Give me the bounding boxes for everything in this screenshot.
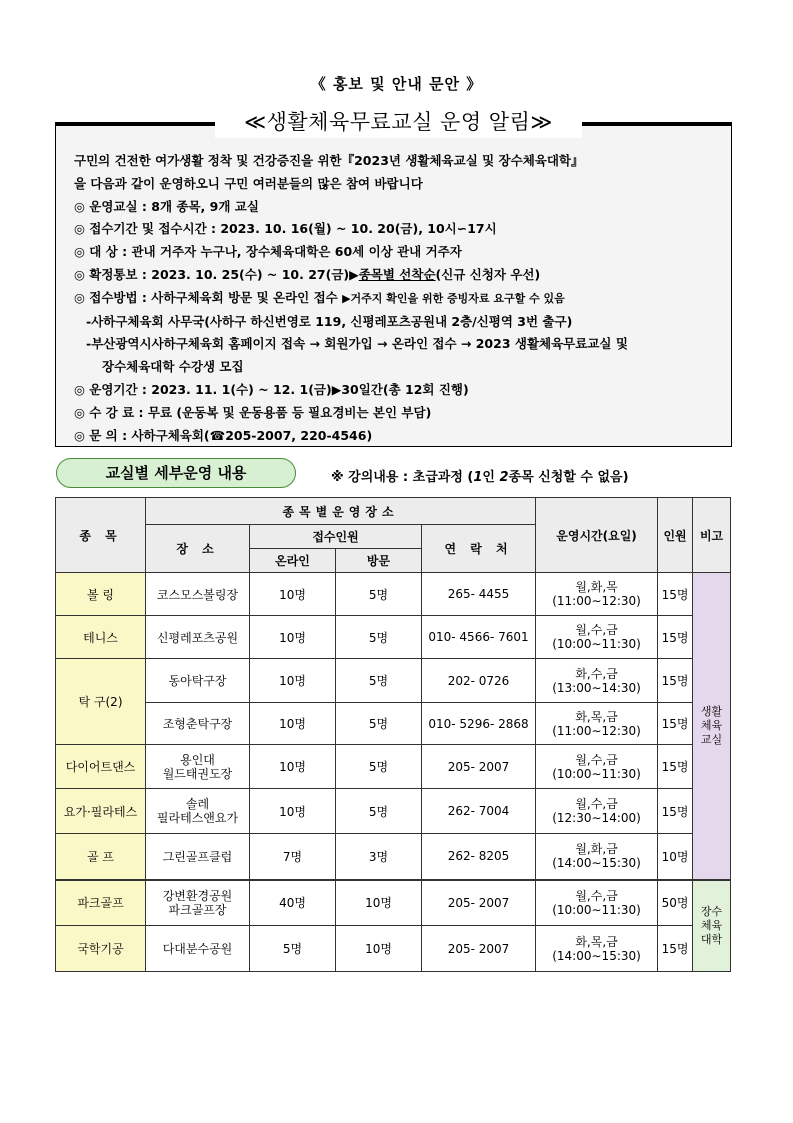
document-caption: 《 홍보 및 안내 문안 》 xyxy=(310,75,483,93)
hours-cell xyxy=(536,926,658,972)
hours-cell xyxy=(536,703,658,745)
note-num-2: 2 xyxy=(499,470,509,485)
table-row xyxy=(56,616,731,659)
online-cell: 10명 xyxy=(250,573,336,616)
place-cell: 신평레포츠공원 xyxy=(146,616,250,659)
total-cell: 15명 xyxy=(658,703,693,745)
table-row xyxy=(56,834,731,880)
table-row xyxy=(56,745,731,789)
hours-cell xyxy=(536,834,658,880)
time-text: (10:00∼11:30) xyxy=(552,766,641,781)
table-row xyxy=(56,880,731,926)
days-text: 월,수,금 xyxy=(575,752,618,767)
header-online: 온라인 xyxy=(250,549,336,573)
visit-cell: 5명 xyxy=(336,659,422,703)
title-rule-left xyxy=(55,123,215,126)
page-title: ≪생활체육무료교실 운영 알림≫ xyxy=(215,104,582,138)
place-cell: 동아탁구장 xyxy=(146,659,250,703)
hours-cell xyxy=(536,573,658,616)
table-row xyxy=(56,703,731,745)
total-cell: 50명 xyxy=(658,880,693,926)
method-online-2: 장수체육대학 수강생 모집 xyxy=(102,359,244,375)
event-cell: 탁 구(2) xyxy=(56,659,146,745)
hours-cell xyxy=(536,789,658,834)
days-text: 화,목,금 xyxy=(575,934,618,949)
header-phone: 연 락 처 xyxy=(422,525,536,573)
hours-cell xyxy=(536,659,658,703)
time-text: (14:00∼15:30) xyxy=(552,856,641,871)
total-cell: 15명 xyxy=(658,616,693,659)
phone-cell: 205- 2007 xyxy=(422,745,536,789)
place-cell: 다대분수공원 xyxy=(146,926,250,972)
time-text: (13:00∼14:30) xyxy=(552,680,641,695)
online-cell: 40명 xyxy=(250,880,336,926)
time-text: (14:00∼15:30) xyxy=(552,948,641,963)
time-text: (11:00∼12:30) xyxy=(552,594,641,608)
note-prefix: ※ 강의내용 : 초급과정 ( xyxy=(331,470,474,485)
item-confirm xyxy=(74,264,724,287)
header-note: 비고 xyxy=(693,498,731,573)
event-cell: 요가·필라테스 xyxy=(56,789,146,834)
intro-line-1: 구민의 건전한 여가생활 정착 및 건강증진을 위한『2023년 생활체육교실 및 장수체육대학』 xyxy=(74,153,584,168)
online-cell: 10명 xyxy=(250,703,336,745)
days-text: 월,수,금 xyxy=(575,797,618,811)
item-fee: ◎ 수 강 료 : 무료 (운동복 및 운동용품 등 필요경비는 본인 부담) xyxy=(74,404,432,420)
online-cell: 10명 xyxy=(250,659,336,703)
header-visit: 방문 xyxy=(336,549,422,573)
total-cell: 15명 xyxy=(658,789,693,834)
header-venue-group: 종목별운영장소 xyxy=(146,498,536,525)
phone-cell: 205- 2007 xyxy=(422,880,536,926)
online-cell: 10명 xyxy=(250,745,336,789)
place-line-2: 필라테스앤요가 xyxy=(156,811,239,825)
section-badge: 교실별 세부운영 내용 xyxy=(56,458,296,488)
item-confirm-prefix: ◎ 확정통보 : 2023. 10. 25(수) ~ 10. 27(금)▶ xyxy=(74,266,359,282)
hours-cell xyxy=(536,745,658,789)
header-total: 인원 xyxy=(658,498,693,573)
place-cell xyxy=(146,745,250,789)
online-cell: 7명 xyxy=(250,834,336,880)
total-cell: 15명 xyxy=(658,926,693,972)
event-cell: 다이어트댄스 xyxy=(56,745,146,789)
note-suffix: 종목 신청할 수 없음) xyxy=(508,470,629,485)
item-period: ◎ 운영기간 : 2023. 11. 1(수) ~ 12. 1(금)▶30일간(총 12회 진행) xyxy=(74,381,469,397)
online-cell: 10명 xyxy=(250,789,336,834)
phone-cell: 265- 4455 xyxy=(422,573,536,616)
time-text: (12:30∼14:00) xyxy=(552,811,641,825)
days-text: 월,화,목 xyxy=(575,580,618,594)
phone-cell: 262- 8205 xyxy=(422,834,536,880)
table-row xyxy=(56,926,731,972)
visit-cell: 10명 xyxy=(336,926,422,972)
header-hours: 운영시간(요일) xyxy=(536,498,658,573)
visit-cell: 5명 xyxy=(336,789,422,834)
item-reception: ◎ 접수기간 및 접수시간 : 2023. 10. 16(월) ~ 10. 20(금), 10시∽17시 xyxy=(74,221,497,237)
total-cell: 15명 xyxy=(658,745,693,789)
place-cell: 조형춘탁구장 xyxy=(146,703,250,745)
total-cell: 15명 xyxy=(658,573,693,616)
note-num-1: 1 xyxy=(473,470,483,485)
total-cell: 15명 xyxy=(658,659,693,703)
method-visit: -사하구체육회 사무국(사하구 하신번영로 119, 신평레포츠공원내 2층/신평역 3번 출구) xyxy=(86,313,573,329)
item-confirm-suffix: (신규 신청자 우선) xyxy=(435,266,541,282)
days-text: 월,수,금 xyxy=(575,888,618,903)
hours-cell xyxy=(536,616,658,659)
place-cell: 코스모스볼링장 xyxy=(146,573,250,616)
phone-cell: 010- 5296- 2868 xyxy=(422,703,536,745)
header-place: 장 소 xyxy=(146,525,250,573)
place-line-2: 파크골프장 xyxy=(168,902,227,917)
time-text: (10:00∼11:30) xyxy=(552,902,641,917)
visit-cell: 3명 xyxy=(336,834,422,880)
days-text: 월,화,금 xyxy=(575,842,618,857)
item-target: ◎ 대 상 : 관내 거주자 누구나, 장수체육대학은 60세 이상 관내 거주자 xyxy=(74,244,462,260)
place-cell: 그린골프클럽 xyxy=(146,834,250,880)
table-row xyxy=(56,659,731,703)
event-cell: 파크골프 xyxy=(56,880,146,926)
schedule-table xyxy=(55,497,731,972)
note-senior-text: 장수체육대학 xyxy=(700,904,723,946)
days-text: 월,수,금 xyxy=(575,623,618,637)
table-row xyxy=(56,573,731,616)
visit-cell: 5명 xyxy=(336,703,422,745)
note-senior-cell xyxy=(693,880,731,972)
place-line-2: 월드태권도장 xyxy=(162,766,233,781)
phone-cell: 010- 4566- 7601 xyxy=(422,616,536,659)
visit-cell: 5명 xyxy=(336,745,422,789)
item-contact: ◎ 문 의 : 사하구체육회(☎205-2007, 220-4546) xyxy=(74,427,373,443)
header-capacity: 접수인원 xyxy=(250,525,422,549)
event-cell: 골 프 xyxy=(56,834,146,880)
item-confirm-underlined: 종목별 선착순 xyxy=(358,266,436,282)
section-note xyxy=(331,466,629,485)
intro-line-2: 을 다음과 같이 운영하오니 구민 여러분들의 많은 참여 바랍니다 xyxy=(74,175,423,191)
item-classes: ◎ 운영교실 : 8개 종목, 9개 교실 xyxy=(74,198,259,214)
visit-cell: 5명 xyxy=(336,573,422,616)
hours-cell xyxy=(536,880,658,926)
place-line-1: 강변환경공원 xyxy=(162,888,233,903)
title-rule-right xyxy=(582,123,732,126)
item-method-main: ◎ 접수방법 : 사하구체육회 방문 및 온라인 접수 xyxy=(74,289,343,305)
note-mid: 인 xyxy=(482,470,500,485)
table-row xyxy=(56,789,731,834)
item-method-small: ▶거주지 확인을 위한 증빙자료 요구할 수 있음 xyxy=(342,291,565,305)
event-cell: 테니스 xyxy=(56,616,146,659)
phone-cell: 205- 2007 xyxy=(422,926,536,972)
place-cell xyxy=(146,789,250,834)
place-line-1: 솔레 xyxy=(185,797,210,811)
online-cell: 5명 xyxy=(250,926,336,972)
online-cell: 10명 xyxy=(250,616,336,659)
visit-cell: 10명 xyxy=(336,880,422,926)
notice-body xyxy=(74,150,724,447)
method-online-1: -부산광역시사하구체육회 홈페이지 접속 → 회원가입 → 온라인 접수 → 2023 생활체육무료교실 및 xyxy=(86,336,628,352)
title-banner xyxy=(0,104,793,140)
event-cell: 국학기공 xyxy=(56,926,146,972)
days-text: 화,목,금 xyxy=(575,709,618,724)
note-life-cell xyxy=(693,573,731,880)
place-line-1: 용인대 xyxy=(180,752,215,767)
note-life-text: 생활체육교실 xyxy=(700,704,723,746)
visit-cell: 5명 xyxy=(336,616,422,659)
phone-cell: 202- 0726 xyxy=(422,659,536,703)
phone-cell: 262- 7004 xyxy=(422,789,536,834)
item-method xyxy=(74,287,724,311)
days-text: 화,수,금 xyxy=(575,666,618,681)
total-cell: 10명 xyxy=(658,834,693,880)
header-event: 종 목 xyxy=(56,498,146,573)
place-cell xyxy=(146,880,250,926)
time-text: (11:00∼12:30) xyxy=(552,723,641,738)
event-cell: 볼 링 xyxy=(56,573,146,616)
notice-box xyxy=(55,122,732,447)
time-text: (10:00∼11:30) xyxy=(552,637,641,651)
